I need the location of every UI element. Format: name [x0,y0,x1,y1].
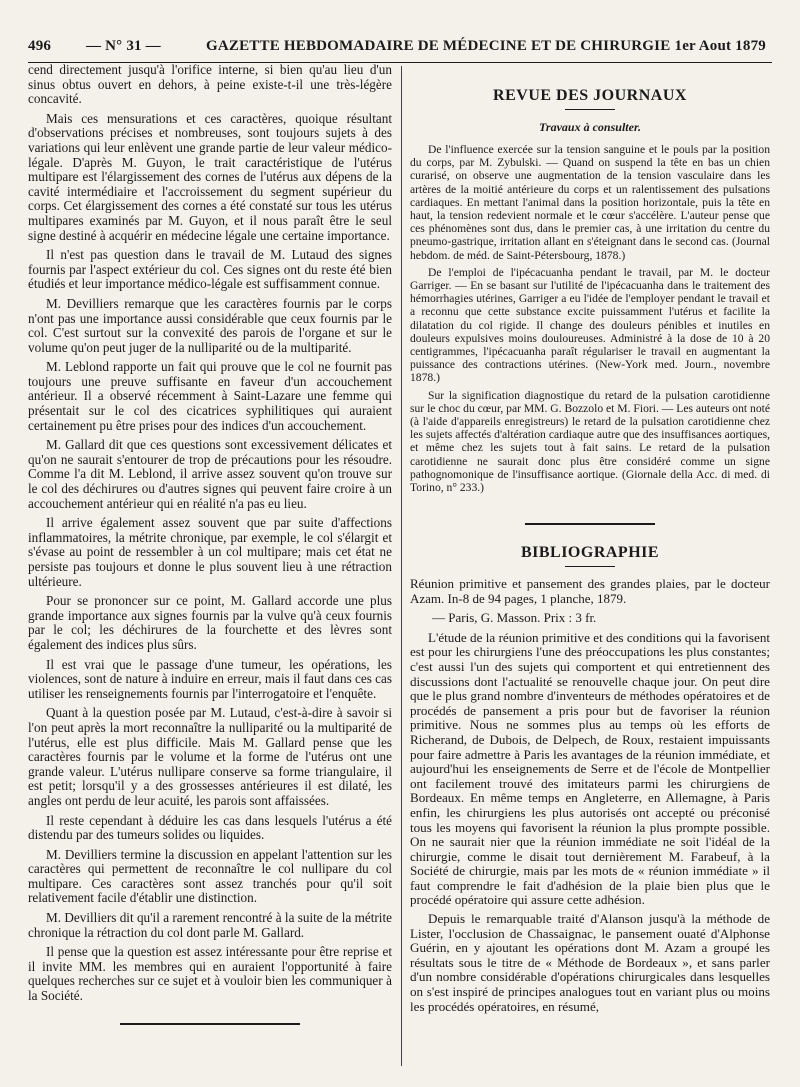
section-subtitle: Travaux à consulter. [539,120,641,134]
paragraph: Pour se prononcer sur ce point, M. Gallard accorde une plus grande importance aux signes fournis par la vulve qu'à ceux fournis par le col; les déchirures de la fourchette et des lèvres sont également des indices plus sûrs. [28,593,392,652]
bibliography-body [410,631,770,1014]
paragraph: Il arrive également assez souvent que par suite d'affections inflammatoires, la métrite chronique, par exemple, le col s'élargit et s'évase au point de ressembler à un col multipare; mais cet état ne persiste pas toujours et donne le plus souvent lieu à une rétraction ultérieure. [28,515,392,589]
paragraph: L'étude de la réunion primitive et des conditions qui la favorisent est pour les chirurgiens l'une des préoccupations les plus constantes; c'est aussi l'un des sujets qui comportent et qui entretiennent des discussions dont l'actualité se renouvelle chaque jour. On peut dire que le plus grand nombre d'inventeurs de méthodes opératoires et de procédés de pansement a pris pour but de favoriser la réunion primitive. Nous ne sommes plus au temps où les efforts de Richerand, de Dubois, de Delpech, de Roux, restaient impuissants pour faire admettre à Paris les avantages de la réunion immédiate, et aujourd'hui les enseignements de Serre et de l'école de Montpellier ont facilement trouvé des imitateurs parmi les chirurgiens de Bordeaux. En même temps en Angleterre, en Allemagne, à Paris enfin, les chirurgiens les plus autorisés ont accepté ou préconisé tous les moyens qui favorisent la réunion la plus prompte possible. On ne saurait nier que la réunion immédiate ne soit l'idéal de la chirurgie, comme le disait tout dernièrement M. Farabeuf, à la Société de chirurgie, mais par les mots de « réunion immédiate » il faut comprendre le fait d'adhésion de la plaie bien plus que le procédé opératoire qui assure cette adhésion. [410,629,770,908]
column-separator [401,66,402,1066]
book-publisher: — Paris, G. Masson. Prix : 3 fr. [432,610,597,626]
paragraph: Quant à la question posée par M. Lutaud, c'est-à-dire à savoir si l'on peut après la mort reconnaître la nulliparité ou la multiparité de l'utérus, elle est plus difficile. Mais M. Gallard pense que les caractères fournis par le volume et la forme de l'utérus ont une grande valeur. L'utérus nullipare conserve sa forme triangulaire, il est petit; lorsqu'il y a des grossesses antérieures il est dilaté, les angles ont perdu de leur acuité, les parois sont affaissées. [28,705,392,808]
issue-number: — N° 31 — [86,38,161,54]
paragraph: M. Devilliers remarque que les caractères fournis par le corps n'ont pas une importance aussi considérable que ceux fournis par le col. C'est surtout sur la convexité des parois de l'organe et sur le volume qu'on peut juger de la nulliparité ou de la multiparité. [28,295,392,355]
paragraph: M. Gallard dit que ces questions sont excessivement délicates et qu'on ne saurait s'entourer de trop de précautions pour les résoudre. Comme l'a dit M. Leblond, il arrive assez souvent qu'on trouve sur le col des déchirures ou d'autres signes qui peuvent faire croire à un accouchement antérieur qui en réalité n'a pas eu lieu. [28,437,392,511]
section-title-bibliographie: BIBLIOGRAPHIE [520,544,660,562]
section-title-revue: REVUE DES JOURNAUX [493,87,687,104]
paragraph: Il est vrai que le passage d'une tumeur, les opérations, les violences, sont de nature à induire en erreur, mais il faut dans ces cas utiliser les renseignements fournis par l'interrogatoire et l'enquête. [28,656,392,701]
page-number: 496 [28,38,52,54]
paragraph: cend directement jusqu'à l'orifice interne, si bien qu'au lieu d'un sinus obtus ouvert en dehors, à peine existe-t-il une très-légère concavité. [28,62,392,107]
paragraph: Il n'est pas question dans le travail de M. Lutaud des signes fournis par l'aspect extérieur du col. Ces signes ont du reste été bien étudiés et leur importance médico-légale est suffisamment connue. [28,247,392,292]
right-column [410,63,770,1018]
review-item: De l'influence exercée sur la tension sanguine et le pouls par la position du corps, par M. Zybulski. — Quand on suspend la tête en bas un chien curarisé, on observe une augmentation de la tension vasculaire dans les artères de la moitié antérieure du corps et un ralentissement des pulsations cardiaques. En mettant l'animal dans la position horizontale, puis la tête en haut, la tension redevient normale et le cœur s'accélère. L'auteur pense que ces phénomènes sont dus, dans le premier cas, à une irritation du centre du pneumo-gastrique, irritation allant en s'éteignant dans le second cas. (Journal hebdom. de méd. de Saint-Pétersbourg, 1878.) [410,143,770,262]
paragraph: M. Leblond rapporte un fait qui prouve que le col ne fournit pas toujours une preuve suffisante en faveur d'un accouchement antérieur. Il a observé récemment à Saint-Lazare une femme qui présentait sur le col des cicatrices syphilitiques qui auraient certainement pu être prises pour des indices d'un accouchement. [28,359,392,433]
review-list [410,143,770,494]
end-ornament [28,1012,392,1030]
issue-date: 1er Aout 1879 [674,38,766,54]
paragraph: Il reste cependant à déduire les cas dans lesquels l'utérus a été distendu par des tumeurs solides ou liquides. [28,812,392,843]
paragraph: Depuis le remarquable traité d'Alanson jusqu'à la méthode de Lister, l'occlusion de Chassaignac, le pansement ouaté d'Alphonse Guérin, en y ajoutant les opérations dont M. Azam a groupé les résultats sous le titre de « Méthode de Bordeaux », et sans parler d'un nombre considérable d'opérations chirurgicales dans lesquelles on s'est inspiré de principes analogues tout en variant plus ou moins les procédés opératoires, en résumé, [410,911,770,1014]
page-header [24,38,776,60]
review-item: De l'emploi de l'ipécacuanha pendant le travail, par M. le docteur Garriger. — En se basant sur l'utilité de l'ipécacuanha dans le traitement des hémorrhagies utérines, Garriger a eu l'idée de l'employer pendant le travail et a reconnu que cette substance excite puissamment l'utérus et facilite la dilatation du col rigide. Il change des douleurs pénibles et inutiles en douleurs expulsives moins douloureuses. Administré à la dose de 10 à 20 centigrammes, l'ipécacuanha paraît régulariser le travail en augmentant la puissance des contractions utérines. (New-York med. Journ., novembre 1878.) [410,265,770,385]
section-divider [410,512,770,530]
book-reference: Réunion primitive et pansement des grandes plaies, par le docteur Azam. In-8 de 94 pages, 1 planche, 1879. [410,576,770,606]
review-item: Sur la signification diagnostique du retard de la pulsation carotidienne sur le choc du cœur, par MM. G. Bozzolo et M. Fiori. — Les auteurs ont noté (à l'aide d'appareils enregistreurs) le retard de la pulsation carotidienne chez les sujets affectés d'altération cardiaque autre que des insuffisances aortiques, et même chez les sujets tout à fait sains. Le retard de la pulsation carotidienne ne saurait donc plus être considéré comme un signe pathognomonique de l'insuffisance aortique. (Giornale della Acc. di med. di Torino, n° 233.) [410,388,770,495]
paragraph: M. Devilliers dit qu'il a rarement rencontré à la suite de la métrite chronique la rétraction du col dont parle M. Gallard. [28,910,392,940]
paragraph: Il pense que la question est assez intéressante pour être reprise et il invite MM. les membres qui en auraient l'opportunité à faire quelques recherches sur ce sujet et à vouloir bien les communiquer à la Société. [28,944,392,1004]
paragraph: Mais ces mensurations et ces caractères, quoique résultant d'observations précises et nombreuses, sont toujours sujets à des variations qui leur enlèvent une grande partie de leur valeur médico-légale. D'après M. Guyon, le trait caractéristique de l'utérus multipare est l'élargissement des cornes de l'utérus aux dépens de la cavité intermédiaire et l'accroissement du segment supérieur du corps. Cet élargissement des cornes a été constaté sur tous les utérus multipares examinés par M. Guyon, et il nous paraît être le seul signe destiné à acquérir en médecine légale une certaine importance. [28,110,392,243]
left-column [28,63,392,1030]
journal-title: GAZETTE HEBDOMADAIRE DE MÉDECINE ET DE CHIRURGIE [206,38,671,54]
bibliography-entry [410,577,770,626]
paragraph: M. Devilliers termine la discussion en appelant l'attention sur les caractères qui permettent de reconnaître le col nullipare du col multipare. Ces caractères sont assez tranchés pour qu'il soit relativement facile d'établir une distinction. [28,846,392,906]
title-rule [565,566,615,567]
title-rule [565,109,615,110]
